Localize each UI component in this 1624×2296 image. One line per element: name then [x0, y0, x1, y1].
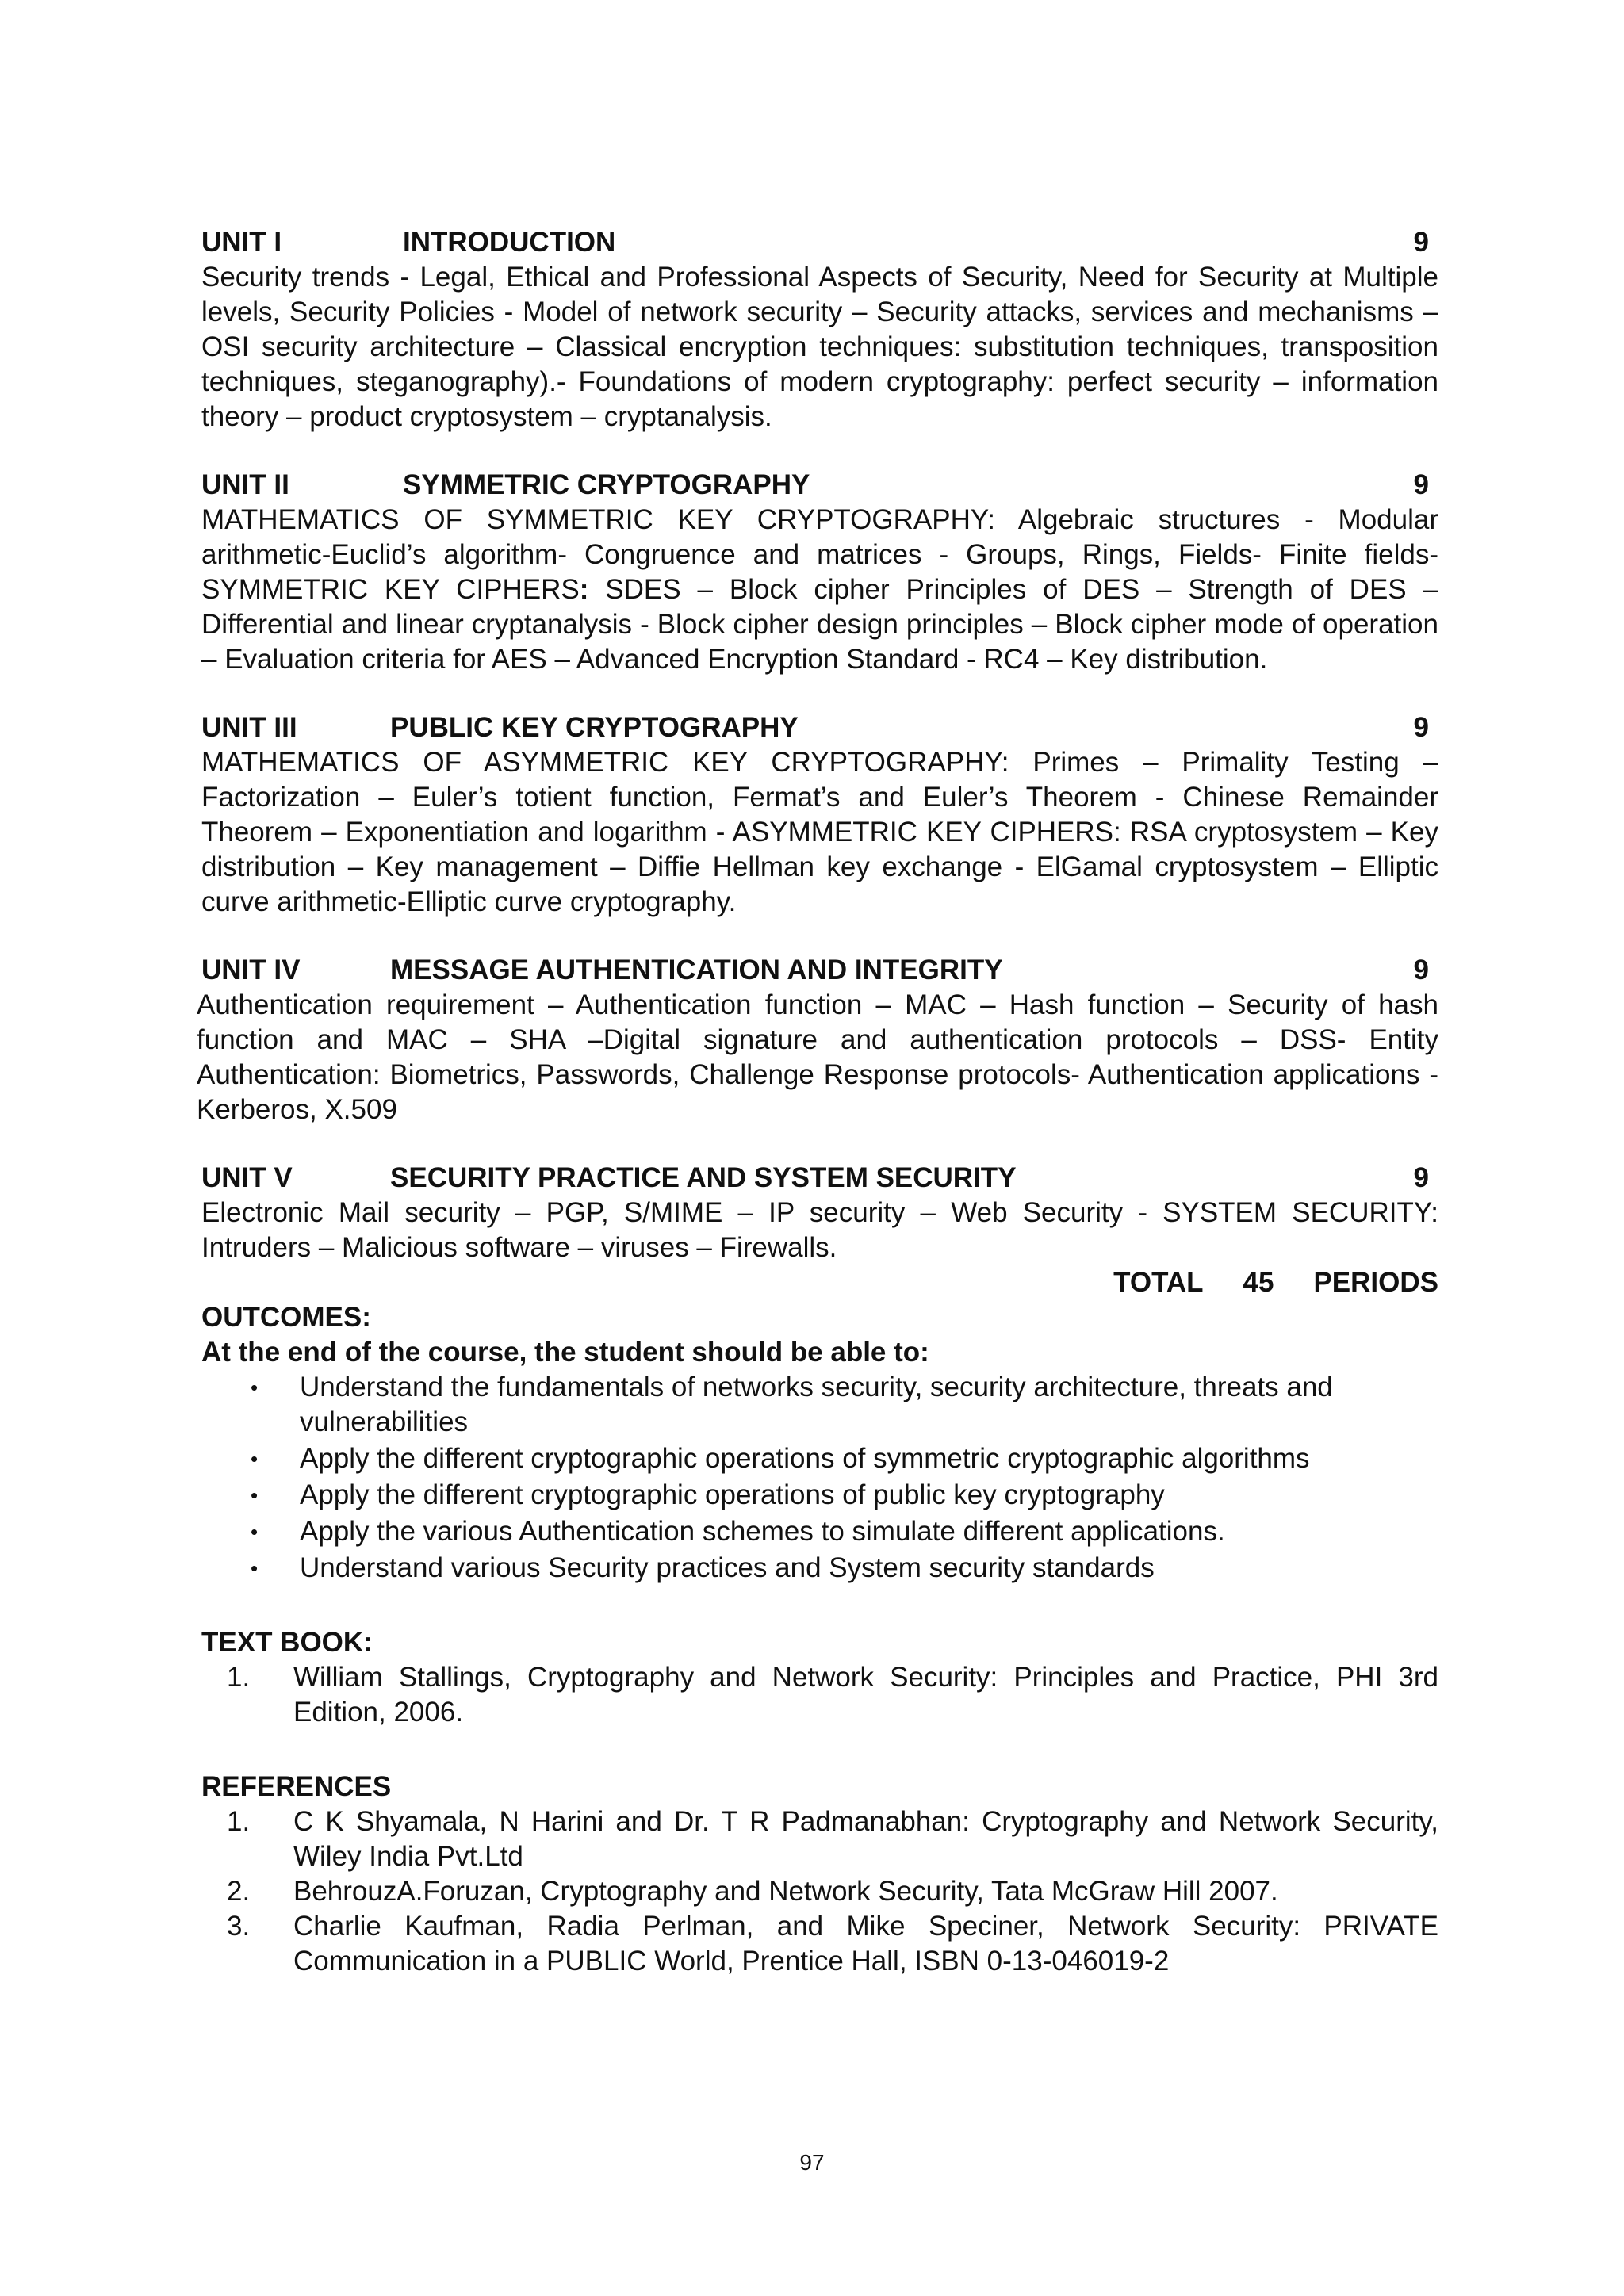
unit-5-hours: 9: [1413, 1162, 1429, 1193]
bullet-icon: •: [251, 1483, 259, 1507]
unit-1-content: Security trends - Legal, Ethical and Professional Aspects of Security, Need for Security at Multiple levels, Security Policies - Model of network security – Security attacks, services and mechanisms – OSI security architecture – Classical encryption techniques: substitution techniques, transposition techniques, steganography).- Foundations of modern cryptography: perfect security – information theory – product cryptosystem – cryptanalysis.: [201, 262, 1438, 432]
unit-5-title: SECURITY PRACTICE AND SYSTEM SECURITY: [390, 1162, 1017, 1193]
unit-5-number: UNIT V: [201, 1162, 293, 1193]
unit-2-hours: 9: [1413, 469, 1429, 500]
item-number: 2.: [227, 1876, 251, 1907]
unit-1-title: INTRODUCTION: [403, 227, 616, 258]
bullet-icon: •: [251, 1520, 259, 1544]
unit-1: [201, 225, 1438, 434]
bullet-icon: •: [251, 1376, 259, 1399]
unit-1-number: UNIT I: [201, 227, 282, 258]
unit-5: [201, 1161, 1438, 1265]
unit-1-hours: 9: [1413, 227, 1429, 258]
list-item: • Understand the fundamentals of networks security, security architecture, threats and vulnerabilities: [251, 1372, 1333, 1437]
textbook-section: [201, 1625, 1438, 1730]
item-number: 1.: [227, 1662, 251, 1693]
unit-3-header: [201, 710, 1438, 745]
unit-3-hours: 9: [1413, 712, 1429, 743]
bullet-icon: •: [251, 1447, 259, 1471]
list-item: • Understand various Security practices and System security standards: [201, 1551, 1438, 1586]
unit-2-title: SYMMETRIC CRYPTOGRAPHY: [403, 469, 810, 500]
total-value: 45: [1243, 1267, 1274, 1298]
unit-2-number: UNIT II: [201, 469, 289, 500]
unit-2-content: [201, 503, 1438, 677]
unit-4-hours: 9: [1413, 955, 1429, 985]
unit-4-title: MESSAGE AUTHENTICATION AND INTEGRITY: [390, 955, 1003, 985]
unit-2-content-part-a: MATHEMATICS OF SYMMETRIC KEY CRYPTOGRAPHY: Algebraic structures - Modular arithmetic-Euclid’s algorithm- Congruence and matrices - Groups, Rings, Fields- Finite fields- SYMMETRIC KEY CIPHERS: [201, 504, 1438, 605]
unit-3-title: PUBLIC KEY CRYPTOGRAPHY: [390, 712, 799, 743]
outcomes-heading: OUTCOMES:: [201, 1302, 371, 1333]
unit-4: [197, 953, 1438, 1127]
outcomes-list: [201, 1370, 1438, 1586]
references-section: [201, 1770, 1438, 1979]
unit-2: [201, 468, 1438, 677]
bullet-icon: •: [251, 1556, 259, 1580]
unit-5-header: [201, 1161, 1438, 1196]
item-number: 1.: [227, 1806, 251, 1837]
list-item: 2. BehrouzA.Foruzan, Cryptography and Network Security, Tata McGraw Hill 2007.: [201, 1874, 1438, 1909]
unit-2-content-part-b: SDES – Block cipher Principles of DES – Strength of DES – Differential and linear cryptanalysis - Block cipher design principles – Block cipher mode of operation – Evaluation criteria for AES – Advanced Encryption Standard - RC4 – Key distribution.: [201, 574, 1439, 675]
unit-3: [201, 710, 1438, 920]
list-item: • Apply the various Authentication schemes to simulate different applications.: [201, 1514, 1438, 1549]
outcomes-intro: At the end of the course, the student should be able to:: [201, 1337, 929, 1368]
syllabus-page: [197, 225, 1439, 1979]
page-number: 97: [799, 2150, 825, 2175]
list-item: 1. William Stallings, Cryptography and Network Security: Principles and Practice, PHI 3rd Edition, 2006.: [227, 1662, 1438, 1728]
unit-4-header: [201, 953, 1438, 988]
unit-3-content: MATHEMATICS OF ASYMMETRIC KEY CRYPTOGRAPHY: Primes – Primality Testing – Factorization – Euler’s totient function, Fermat’s and Euler’s Theorem - Chinese Remainder Theorem – Exponentiation and logarithm - ASYMMETRIC KEY CIPHERS: RSA cryptosystem – Key distribution – Key management – Diffie Hellman key exchange - ElGamal cryptosystem – Elliptic curve arithmetic-Elliptic curve cryptography.: [201, 747, 1438, 917]
unit-5-content: Electronic Mail security – PGP, S/MIME – IP security – Web Security - SYSTEM SECURITY: Intruders – Malicious software – viruses – Firewalls.: [201, 1197, 1438, 1263]
textbook-heading: TEXT BOOK:: [201, 1627, 373, 1658]
unit-1-header: [201, 225, 1438, 260]
references-list: [201, 1804, 1438, 1979]
unit-4-number: UNIT IV: [201, 955, 301, 985]
textbook-list: [201, 1660, 1438, 1730]
item-number: 3.: [227, 1911, 251, 1942]
unit-3-number: UNIT III: [201, 712, 297, 743]
unit-2-content-colon: :: [579, 574, 589, 605]
total-periods: [201, 1265, 1438, 1300]
unit-4-content: Authentication requirement – Authentication function – MAC – Hash function – Security of hash function and MAC – SHA –Digital signature and authentication protocols – DSS- Entity Authentication: Biometrics, Passwords, Challenge Response protocols- Authentication applications - Kerberos, X.509: [197, 989, 1438, 1125]
unit-2-header: [201, 468, 1438, 503]
outcomes-section: [201, 1300, 1438, 1586]
total-unit: PERIODS: [1313, 1267, 1438, 1298]
list-item: • Apply the different cryptographic operations of symmetric cryptographic algorithms: [201, 1441, 1438, 1476]
total-label: TOTAL: [1113, 1267, 1204, 1298]
references-heading: REFERENCES: [201, 1771, 392, 1802]
list-item: • Apply the different cryptographic operations of public key cryptography: [201, 1478, 1438, 1513]
list-item: 1. C K Shyamala, N Harini and Dr. T R Padmanabhan: Cryptography and Network Security, Wiley India Pvt.Ltd: [227, 1806, 1438, 1872]
list-item: 3. Charlie Kaufman, Radia Perlman, and Mike Speciner, Network Security: PRIVATE Communication in a PUBLIC World, Prentice Hall, ISBN 0-13-046019-2: [227, 1911, 1438, 1976]
